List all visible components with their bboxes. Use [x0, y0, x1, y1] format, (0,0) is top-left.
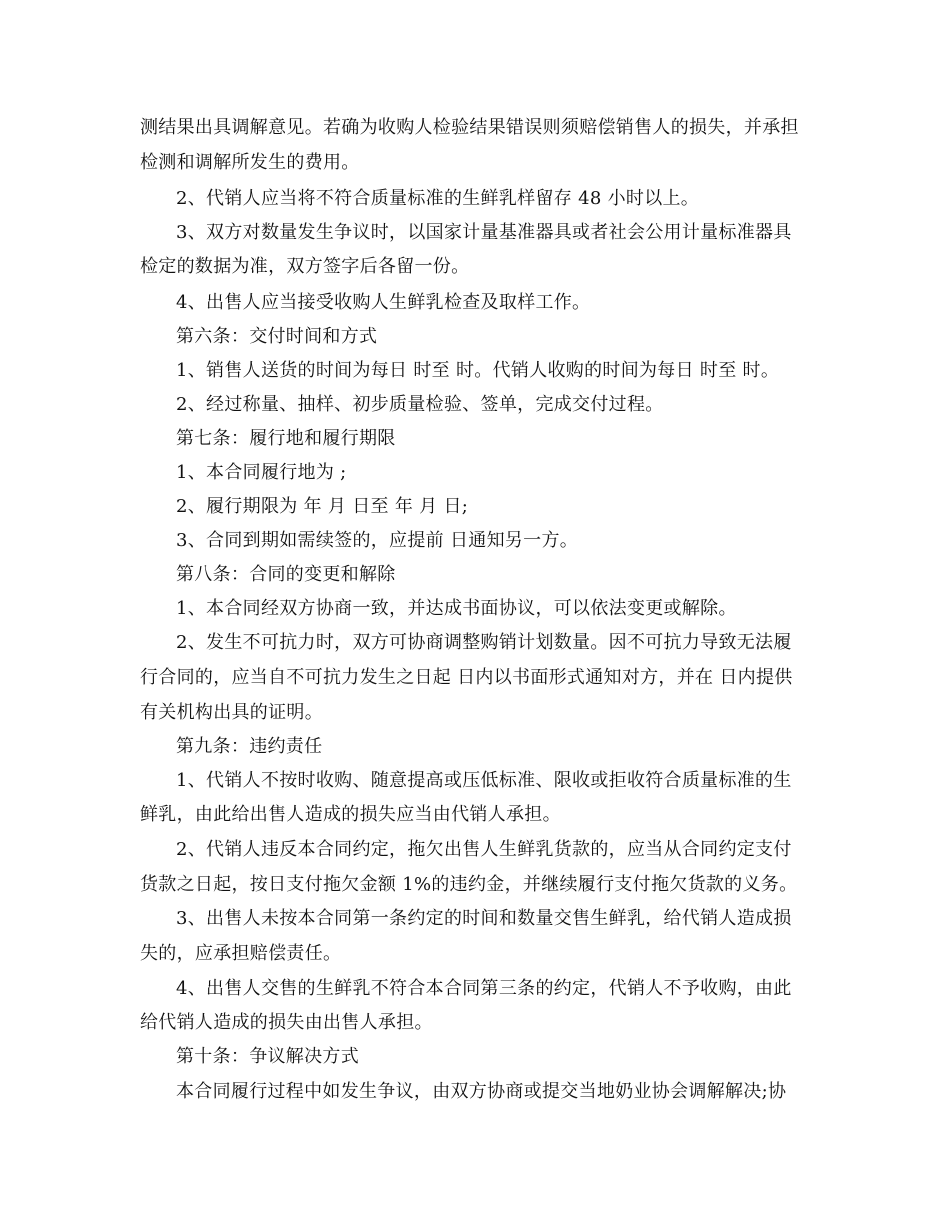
paragraph-line: 行合同的，应当自不可抗力发生之日起 日内以书面形式通知对方，并在 日内提供	[140, 667, 793, 688]
paragraph-line: 测结果出具调解意见。若确为收购人检验结果错误则须赔偿销售人的损失，并承担	[140, 117, 799, 138]
paragraph-line: 本合同履行过程中如发生争议，由双方协商或提交当地奶业协会调解解决;协	[176, 1081, 787, 1102]
paragraph-line: 2、代销人应当将不符合质量标准的生鲜乳样留存 48 小时以上。	[176, 188, 700, 209]
section-heading: 第六条：交付时间和方式	[176, 326, 378, 347]
paragraph-line: 3、双方对数量发生争议时，以国家计量基准器具或者社会公用计量标准器具	[176, 222, 792, 243]
paragraph-line: 4、出售人应当接受收购人生鲜乳检查及取样工作。	[176, 292, 591, 313]
paragraph-line: 3、合同到期如需续签的，应提前 日通知另一方。	[176, 530, 579, 551]
paragraph-line: 给代销人造成的损失由出售人承担。	[140, 1012, 433, 1033]
section-heading: 第十条：争议解决方式	[176, 1046, 359, 1067]
paragraph-line: 有关机构出具的证明。	[140, 702, 323, 723]
section-heading: 第七条：履行地和履行期限	[176, 428, 396, 449]
paragraph-line: 检定的数据为准，双方签字后各留一份。	[140, 256, 470, 277]
paragraph-line: 2、代销人违反本合同约定，拖欠出售人生鲜乳货款的，应当从合同约定支付	[176, 839, 792, 860]
paragraph-line: 1、销售人送货的时间为每日 时至 时。代销人收购的时间为每日 时至 时。	[176, 360, 780, 381]
paragraph-line: 1、本合同经双方协商一致，并达成书面协议，可以依法变更或解除。	[176, 598, 737, 619]
section-heading: 第九条：违约责任	[176, 736, 323, 757]
paragraph-line: 失的，应承担赔偿责任。	[140, 943, 342, 964]
paragraph-line: 2、发生不可抗力时，双方可协商调整购销计划数量。因不可抗力导致无法履	[176, 632, 792, 653]
section-heading: 第八条：合同的变更和解除	[176, 564, 396, 585]
paragraph-line: 4、出售人交售的生鲜乳不符合本合同第三条的约定，代销人不予收购，由此	[176, 978, 792, 999]
paragraph-line: 1、本合同履行地为 ;	[176, 462, 347, 483]
paragraph-line: 鲜乳，由此给出售人造成的损失应当由代销人承担。	[140, 804, 561, 825]
paragraph-line: 1、代销人不按时收购、随意提高或压低标准、限收或拒收符合质量标准的生	[176, 770, 792, 791]
paragraph-line: 2、经过称量、抽样、初步质量检验、签单，完成交付过程。	[176, 394, 664, 415]
paragraph-line: 3、出售人未按本合同第一条约定的时间和数量交售生鲜乳，给代销人造成损	[176, 908, 792, 929]
paragraph-line: 2、履行期限为 年 月 日至 年 月 日;	[176, 496, 469, 517]
paragraph-line: 检测和调解所发生的费用。	[140, 152, 360, 173]
paragraph-line: 货款之日起，按日支付拖欠金额 1%的违约金，并继续履行支付拖欠货款的义务。	[140, 874, 798, 895]
